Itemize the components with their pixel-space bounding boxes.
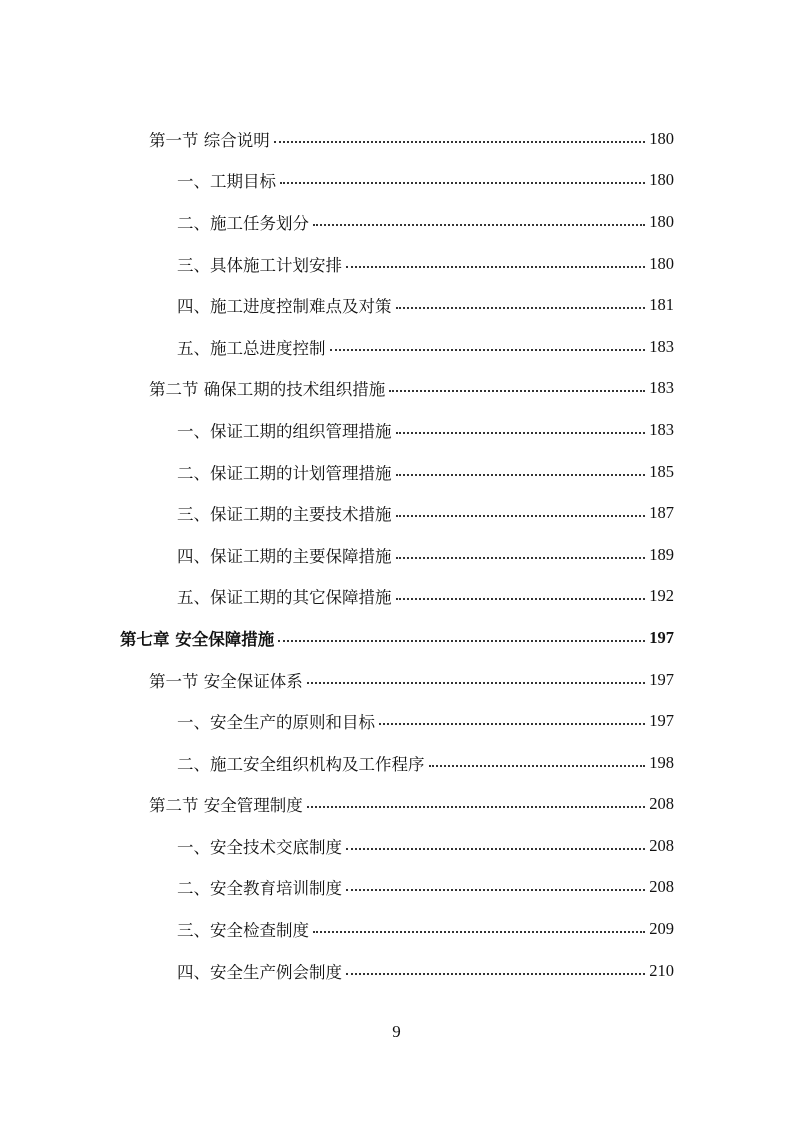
toc-entry-label: 第二节 确保工期的技术组织措施 xyxy=(149,376,389,400)
toc-entry-label: 第二节 安全管理制度 xyxy=(149,792,307,816)
toc-entry-item[interactable] xyxy=(0,243,793,285)
toc-entry-page: 183 xyxy=(649,378,674,398)
toc-entry-page: 181 xyxy=(649,295,674,315)
toc-entry-label: 二、保证工期的计划管理措施 xyxy=(177,460,396,484)
toc-entry-page: 180 xyxy=(649,170,674,190)
toc-entry-item[interactable] xyxy=(0,867,793,909)
toc-entry-label: 一、保证工期的组织管理措施 xyxy=(177,418,396,442)
toc-entry-page: 208 xyxy=(649,877,674,897)
toc-entry-item[interactable] xyxy=(0,576,793,618)
toc-entry-label: 二、施工任务划分 xyxy=(177,210,313,234)
toc-entry-page: 210 xyxy=(649,960,674,980)
toc-entry-chapter[interactable] xyxy=(0,617,793,659)
toc-entry-label: 四、安全生产例会制度 xyxy=(177,959,346,983)
toc-entry-label: 一、安全技术交底制度 xyxy=(177,834,346,858)
toc-entry-item[interactable] xyxy=(0,742,793,784)
toc-entry-item[interactable] xyxy=(0,409,793,451)
toc-entry-page: 192 xyxy=(649,586,674,606)
toc-entry-item[interactable] xyxy=(0,492,793,534)
toc-entry-label: 二、施工安全组织机构及工作程序 xyxy=(177,751,429,775)
toc-entry-label: 四、施工进度控制难点及对策 xyxy=(177,293,396,317)
toc-entry-page: 198 xyxy=(649,752,674,772)
toc-entry-page: 197 xyxy=(649,627,674,647)
toc-entry-section[interactable] xyxy=(0,368,793,410)
toc-entry-section[interactable] xyxy=(0,784,793,826)
toc-entry-label: 一、工期目标 xyxy=(177,168,280,192)
toc-entry-page: 208 xyxy=(649,794,674,814)
toc-entry-page: 183 xyxy=(649,336,674,356)
dot-leader xyxy=(396,598,646,600)
table-of-contents xyxy=(0,118,793,991)
dot-leader xyxy=(330,349,646,351)
dot-leader xyxy=(307,682,646,684)
page-number: 9 xyxy=(392,1022,401,1041)
toc-entry-page: 180 xyxy=(649,253,674,273)
toc-entry-page: 180 xyxy=(649,211,674,231)
dot-leader xyxy=(346,973,645,975)
dot-leader xyxy=(346,889,645,891)
toc-entry-item[interactable] xyxy=(0,160,793,202)
toc-entry-page: 185 xyxy=(649,461,674,481)
dot-leader xyxy=(307,806,646,808)
dot-leader xyxy=(379,723,645,725)
toc-entry-item[interactable] xyxy=(0,326,793,368)
dot-leader xyxy=(396,307,646,309)
toc-entry-section[interactable] xyxy=(0,659,793,701)
toc-entry-page: 183 xyxy=(649,419,674,439)
toc-entry-item[interactable] xyxy=(0,908,793,950)
toc-entry-item[interactable] xyxy=(0,700,793,742)
toc-entry-item[interactable] xyxy=(0,950,793,992)
toc-entry-page: 197 xyxy=(649,669,674,689)
dot-leader xyxy=(429,765,646,767)
toc-entry-label: 第七章 安全保障措施 xyxy=(120,626,278,650)
toc-entry-page: 209 xyxy=(649,919,674,939)
dot-leader xyxy=(396,474,646,476)
toc-entry-item[interactable] xyxy=(0,451,793,493)
toc-entry-page: 187 xyxy=(649,503,674,523)
toc-entry-label: 三、安全检查制度 xyxy=(177,917,313,941)
toc-entry-item[interactable] xyxy=(0,201,793,243)
dot-leader xyxy=(396,432,646,434)
toc-entry-label: 第一节 安全保证体系 xyxy=(149,668,307,692)
dot-leader xyxy=(396,515,646,517)
dot-leader xyxy=(346,266,645,268)
toc-entry-label: 第一节 综合说明 xyxy=(149,127,274,151)
toc-entry-label: 一、安全生产的原则和目标 xyxy=(177,709,379,733)
dot-leader xyxy=(274,141,646,143)
toc-entry-label: 四、保证工期的主要保障措施 xyxy=(177,543,396,567)
dot-leader xyxy=(280,182,645,184)
dot-leader xyxy=(313,224,645,226)
toc-entry-item[interactable] xyxy=(0,284,793,326)
toc-entry-page: 189 xyxy=(649,544,674,564)
toc-entry-page: 208 xyxy=(649,835,674,855)
toc-entry-label: 五、施工总进度控制 xyxy=(177,335,330,359)
toc-entry-label: 二、安全教育培训制度 xyxy=(177,875,346,899)
toc-entry-item[interactable] xyxy=(0,534,793,576)
dot-leader xyxy=(278,640,645,642)
dot-leader xyxy=(313,931,645,933)
toc-entry-page: 197 xyxy=(649,711,674,731)
toc-entry-label: 五、保证工期的其它保障措施 xyxy=(177,584,396,608)
dot-leader xyxy=(346,848,645,850)
toc-entry-item[interactable] xyxy=(0,825,793,867)
dot-leader xyxy=(396,557,646,559)
toc-entry-label: 三、具体施工计划安排 xyxy=(177,252,346,276)
toc-entry-section[interactable] xyxy=(0,118,793,160)
toc-entry-label: 三、保证工期的主要技术措施 xyxy=(177,501,396,525)
dot-leader xyxy=(389,390,645,392)
toc-entry-page: 180 xyxy=(649,128,674,148)
